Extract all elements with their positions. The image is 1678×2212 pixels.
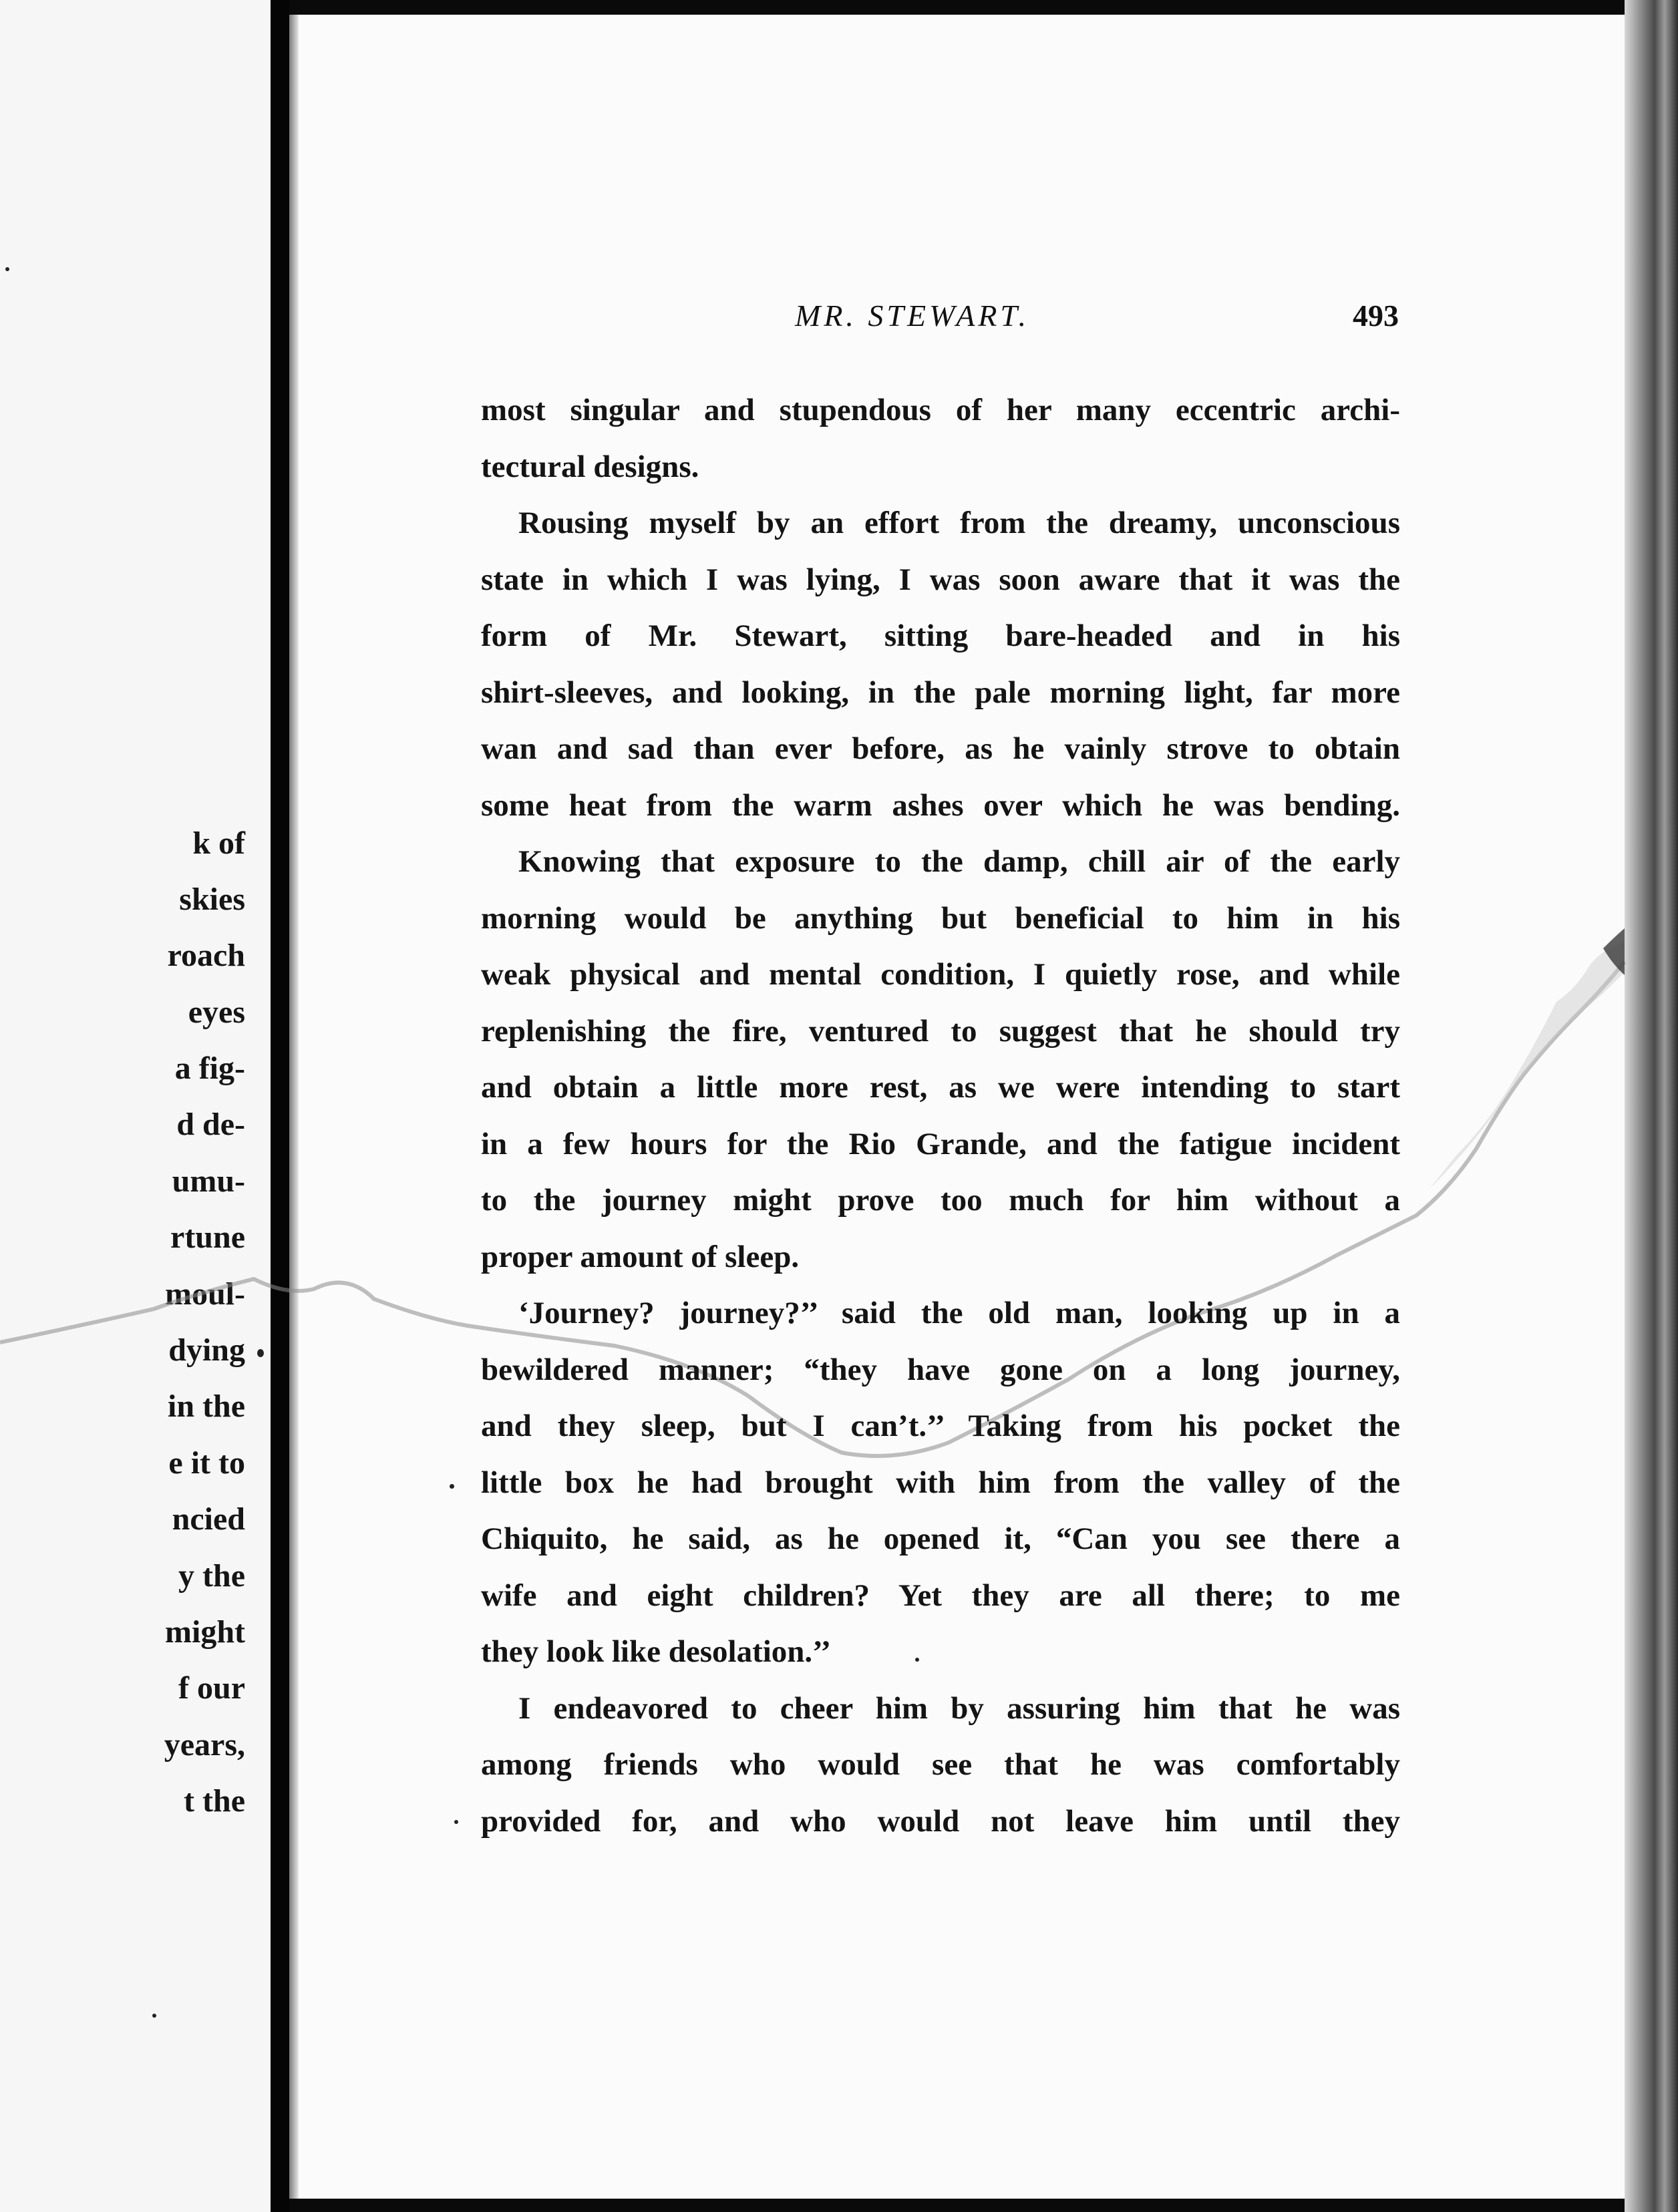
left-line-fragment: rtune: [170, 1220, 245, 1255]
left-line-fragment: a fig-: [174, 1051, 245, 1086]
text-line: shirt-sleeves, and looking, in the pale morning light, far more: [481, 675, 1400, 710]
scan-bottom-border: [289, 2199, 1678, 2212]
text-line: wan and sad than ever before, as he vainly strove to obtain: [481, 731, 1400, 766]
text-line: replenishing the fire, ventured to suggest that he should try: [481, 1013, 1400, 1049]
left-line-fragment: d de-: [176, 1107, 245, 1142]
text-line: Rousing myself by an effort from the dreamy, unconscious: [518, 506, 1400, 540]
text-line: they look like desolation.’’: [481, 1634, 831, 1669]
text-line: provided for, and who would not leave him until they: [481, 1803, 1400, 1839]
ink-speck: [450, 1484, 454, 1489]
text-line: and obtain a little more rest, as we were intending to start: [481, 1070, 1400, 1105]
scan-top-border: [289, 0, 1678, 15]
text-line: most singular and stupendous of her many eccentric archi-: [481, 393, 1400, 427]
page-stack-edge: [1625, 0, 1678, 2212]
text-line: wife and eight children? Yet they are all there; to me: [481, 1578, 1400, 1613]
text-line: weak physical and mental condition, I quietly rose, and while: [481, 957, 1400, 992]
text-line: to the journey might prove too much for him without a: [481, 1183, 1400, 1218]
book-gutter-shadow: [271, 0, 289, 2212]
ink-speck: [915, 1658, 919, 1662]
left-line-fragment: ncied: [172, 1501, 245, 1537]
left-line-fragment: umu-: [172, 1163, 245, 1199]
left-line-fragment: in the: [167, 1389, 245, 1424]
text-line: I endeavored to cheer him by assuring him that he was: [518, 1690, 1400, 1726]
page-number: 493: [1353, 299, 1399, 333]
text-line: form of Mr. Stewart, sitting bare-headed and in his: [481, 618, 1400, 653]
ink-speck: [454, 1820, 458, 1824]
text-line: Knowing that exposure to the damp, chill air of the early: [518, 844, 1400, 879]
text-line: some heat from the warm ashes over which he was bending.: [481, 787, 1400, 823]
text-line: and they sleep, but I can’t.’’ Taking from his pocket the: [481, 1409, 1400, 1443]
left-line-fragment: dying: [168, 1332, 245, 1368]
text-line: little box he had brought with him from the valley of the: [481, 1465, 1400, 1500]
text-line: proper amount of sleep.: [481, 1239, 800, 1274]
left-line-fragment: years,: [164, 1727, 245, 1763]
gutter-gradient: [289, 0, 299, 2212]
text-line: Chiquito, he said, as he opened it, “Can you see there a: [481, 1521, 1400, 1556]
left-line-fragment: k of: [192, 825, 245, 861]
ink-speck: [5, 267, 9, 271]
text-line: in a few hours for the Rio Grande, and the fatigue incident: [481, 1126, 1400, 1161]
left-line-fragment: skies: [179, 882, 245, 917]
left-line-fragment: y the: [178, 1558, 245, 1594]
left-line-fragment: e it to: [168, 1445, 245, 1481]
left-line-fragment: moul-: [165, 1276, 245, 1312]
text-line: state in which I was lying, I was soon aware that it was the: [481, 562, 1400, 597]
text-line: tectural designs.: [481, 449, 699, 484]
left-line-fragment: t the: [184, 1783, 245, 1819]
ink-speck: [257, 1349, 264, 1357]
left-line-fragment: f our: [178, 1670, 245, 1706]
left-line-fragment: might: [165, 1614, 245, 1650]
body-text: [481, 382, 1400, 1849]
left-line-fragment: eyes: [188, 994, 245, 1030]
ink-speck: [152, 2014, 156, 2018]
left-line-fragment: roach: [167, 938, 245, 973]
running-head-title: MR. STEWART.: [795, 299, 1030, 333]
previous-page-fragment: [0, 0, 271, 2212]
text-line: morning would be anything but beneficial to him in his: [481, 900, 1400, 936]
text-line: among friends who would see that he was comfortably: [481, 1747, 1400, 1782]
text-line: ‘Journey? journey?’’ said the old man, looking up in a: [518, 1296, 1400, 1330]
text-line: bewildered manner; “they have gone on a long journey,: [481, 1352, 1400, 1387]
